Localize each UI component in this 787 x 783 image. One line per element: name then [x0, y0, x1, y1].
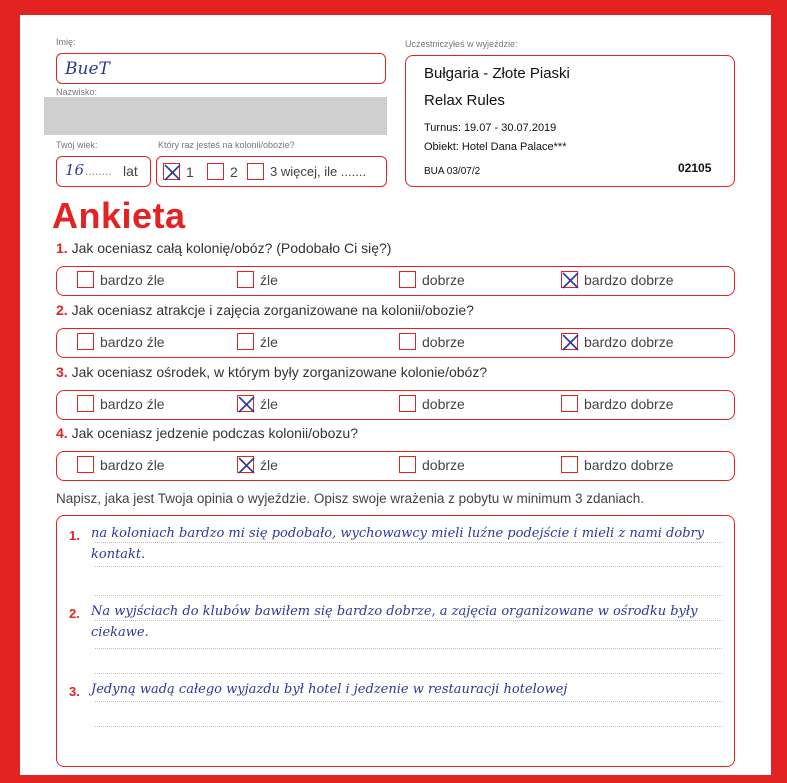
age-value: 16: [65, 161, 85, 179]
times-option-label: 2: [230, 163, 238, 180]
rating-option-label: bardzo dobrze: [584, 333, 674, 350]
answer-text: na koloniach bardzo mi się podobało, wychowawcy mieli luźne podejście i mieli z nami dobry kontakt.: [91, 526, 705, 562]
rating-row: [56, 451, 735, 481]
check-mark-icon: [236, 455, 257, 476]
rating-option[interactable]: [561, 456, 674, 473]
rating-option[interactable]: [237, 333, 278, 350]
survey-sheet: [20, 15, 771, 775]
rating-checkbox[interactable]: [561, 271, 578, 288]
question-text: [56, 364, 487, 380]
rating-option[interactable]: [399, 456, 465, 473]
opinion-prompt: Napisz, jaka jest Twoja opinia o wyjeździe. Opisz swoje wrażenia z pobytu w minimum 3 zdaniach.: [56, 491, 645, 506]
rating-checkbox[interactable]: [399, 456, 416, 473]
check-mark-icon: [560, 270, 581, 291]
rating-option[interactable]: [237, 395, 278, 412]
rating-option[interactable]: [77, 395, 165, 412]
rating-option[interactable]: [561, 395, 674, 412]
rating-checkbox[interactable]: [561, 333, 578, 350]
rating-option-label: źle: [260, 271, 278, 288]
trip-label: Uczestniczyłeś w wyjeździe:: [405, 39, 518, 49]
rating-option-label: dobrze: [422, 333, 465, 350]
name-value: BueT: [65, 59, 110, 79]
trip-destination: Bułgaria - Złote Piaski: [424, 65, 570, 82]
rating-checkbox[interactable]: [77, 333, 94, 350]
trip-code: BUA 03/07/2: [424, 166, 481, 177]
rating-checkbox[interactable]: [237, 271, 254, 288]
dotted-line: [95, 566, 722, 567]
answer-text: Jedyną wadą całego wyjazdu był hotel i jedzenie w restauracji hotelowej: [91, 682, 568, 697]
question-label: Jak oceniasz atrakcje i zajęcia zorganizowane na kolonii/obozie?: [71, 302, 474, 318]
opinion-answers-box[interactable]: [56, 515, 735, 767]
times-option-3[interactable]: [247, 163, 366, 180]
rating-option[interactable]: [77, 333, 165, 350]
trip-program: Relax Rules: [424, 92, 505, 109]
trip-turnus: Turnus: 19.07 - 30.07.2019: [424, 122, 557, 134]
rating-option-label: bardzo dobrze: [584, 395, 674, 412]
rating-option[interactable]: [399, 395, 465, 412]
times-label: Który raz jesteś na kolonii/obozie?: [158, 140, 295, 150]
rating-option[interactable]: [237, 271, 278, 288]
rating-option[interactable]: [77, 271, 165, 288]
rating-checkbox[interactable]: [561, 456, 578, 473]
times-option-1[interactable]: [163, 163, 194, 180]
trip-info-box: [405, 55, 735, 187]
rating-option-label: bardzo dobrze: [584, 456, 674, 473]
question-label: Jak oceniasz jedzenie podczas kolonii/obozu?: [71, 425, 358, 441]
times-option-2[interactable]: [207, 163, 238, 180]
rating-option[interactable]: [237, 456, 278, 473]
rating-row: [56, 328, 735, 358]
rating-checkbox[interactable]: [399, 271, 416, 288]
rating-option-label: źle: [260, 333, 278, 350]
dotted-line: [95, 673, 722, 674]
times-checkbox-2[interactable]: [207, 163, 224, 180]
rating-checkbox[interactable]: [399, 333, 416, 350]
surname-redaction: [44, 97, 387, 135]
rating-row: [56, 390, 735, 420]
times-checkbox-3[interactable]: [247, 163, 264, 180]
dotted-line: [95, 595, 722, 596]
rating-checkbox[interactable]: [77, 395, 94, 412]
dotted-line: [95, 701, 722, 702]
trip-obiekt: Obiekt: Hotel Dana Palace***: [424, 141, 567, 153]
times-option-label: 1: [186, 163, 194, 180]
dotted-line: [95, 726, 722, 727]
rating-option[interactable]: [399, 333, 465, 350]
question-text: [56, 425, 358, 441]
rating-option-label: bardzo źle: [100, 395, 165, 412]
name-label: Imię:: [56, 37, 76, 47]
rating-checkbox[interactable]: [237, 395, 254, 412]
rating-option-label: bardzo dobrze: [584, 271, 674, 288]
rating-option-label: źle: [260, 456, 278, 473]
answer-number: 2.: [69, 606, 80, 621]
answer-text: Na wyjściach do klubów bawiłem się bardzo dobrze, a zajęcia organizowane w ośrodku były ciekawe.: [91, 604, 698, 640]
rating-option-label: bardzo źle: [100, 456, 165, 473]
check-mark-icon: [560, 332, 581, 353]
age-field[interactable]: [56, 156, 151, 187]
check-mark-icon: [236, 394, 257, 415]
survey-title: Ankieta: [52, 195, 186, 236]
trip-number: 02105: [678, 161, 712, 175]
rating-option-label: bardzo źle: [100, 271, 165, 288]
rating-checkbox[interactable]: [237, 333, 254, 350]
rating-option[interactable]: [77, 456, 165, 473]
times-checkbox-1[interactable]: [163, 163, 180, 180]
rating-row: [56, 266, 735, 296]
rating-checkbox[interactable]: [399, 395, 416, 412]
answer-number: 1.: [69, 528, 80, 543]
question-number: 3.: [56, 364, 68, 380]
question-text: [56, 240, 391, 256]
question-label: Jak oceniasz ośrodek, w którym były zorganizowane kolonie/obóz?: [71, 364, 488, 380]
answer-number: 3.: [69, 684, 80, 699]
check-mark-icon: [162, 162, 183, 183]
rating-option[interactable]: [561, 271, 674, 288]
rating-option[interactable]: [561, 333, 674, 350]
rating-option-label: bardzo źle: [100, 333, 165, 350]
question-text: [56, 302, 474, 318]
name-field[interactable]: [56, 53, 386, 84]
rating-option[interactable]: [399, 271, 465, 288]
rating-option-label: źle: [260, 395, 278, 412]
question-label: Jak oceniasz całą kolonię/obóz? (Podobało Ci się?): [71, 240, 392, 256]
surname-label: Nazwisko:: [56, 87, 98, 97]
question-number: 2.: [56, 302, 68, 318]
rating-checkbox[interactable]: [77, 271, 94, 288]
age-unit: lat: [123, 163, 138, 179]
rating-checkbox[interactable]: [561, 395, 578, 412]
rating-option-label: dobrze: [422, 456, 465, 473]
times-field: [156, 156, 387, 187]
question-number: 4.: [56, 425, 68, 441]
rating-checkbox[interactable]: [77, 456, 94, 473]
age-dots: ........: [85, 164, 112, 178]
rating-option-label: dobrze: [422, 395, 465, 412]
dotted-line: [95, 648, 722, 649]
age-label: Twój wiek:: [56, 140, 98, 150]
question-number: 1.: [56, 240, 68, 256]
rating-checkbox[interactable]: [237, 456, 254, 473]
rating-option-label: dobrze: [422, 271, 465, 288]
times-option-label: 3 więcej, ile .......: [270, 164, 367, 179]
